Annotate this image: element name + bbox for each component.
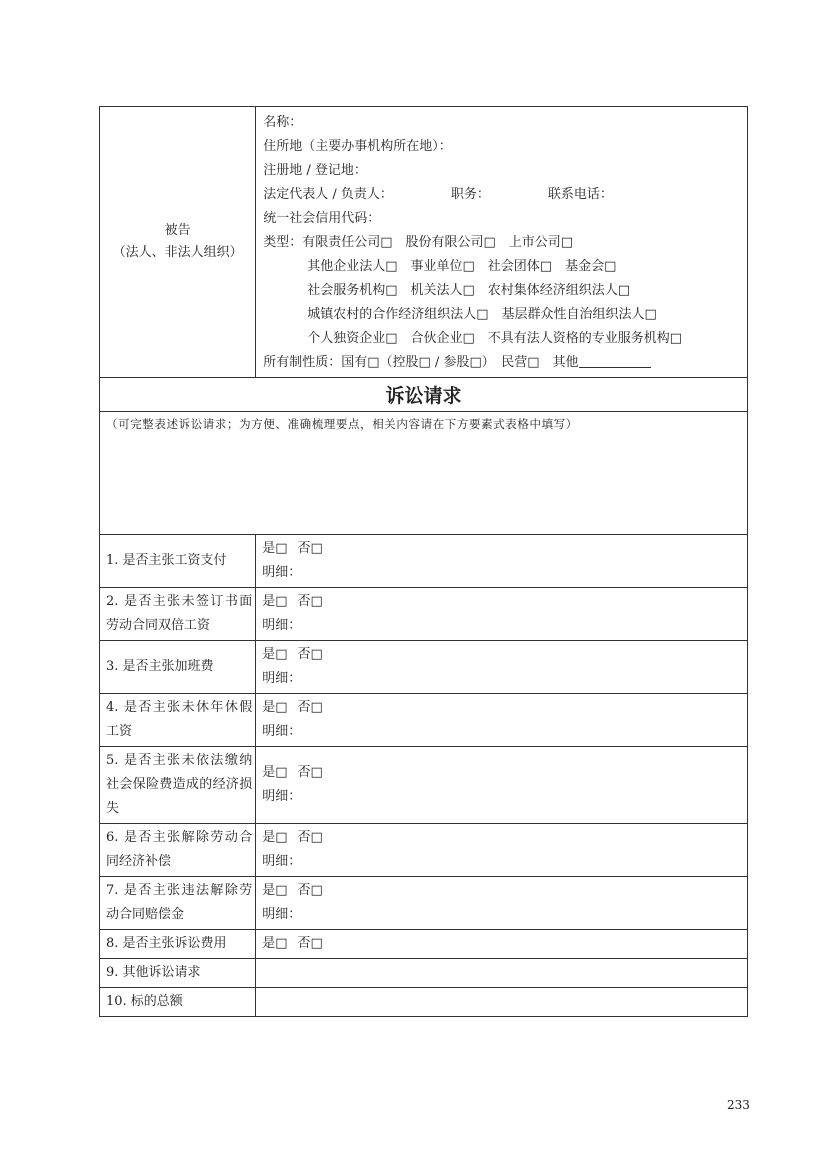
defendant-name-field[interactable]: 名称： [263, 115, 303, 130]
claim-3-yes-checkbox[interactable]: 是□ [262, 647, 288, 662]
claim-label-8: 8. 是否主张诉讼费用 [100, 930, 256, 959]
claim-row-5 [100, 747, 748, 824]
claim-value-8[interactable] [256, 930, 748, 959]
defendant-type-line-3[interactable]: 社会服务机构□ 机关法人□ 农村集体经济组织法人□ [307, 283, 631, 298]
claim-2-yes-checkbox[interactable]: 是□ [262, 594, 288, 609]
claim-5-yes-checkbox[interactable]: 是□ [262, 765, 288, 780]
defendant-registered-field[interactable]: 注册地 / 登记地： [263, 163, 367, 178]
claim-value-3[interactable] [256, 641, 748, 694]
claim-row-7 [100, 877, 748, 930]
claim-1-detail-field[interactable]: 明细： [262, 565, 302, 580]
defendant-phone-field[interactable]: 联系电话： [547, 187, 613, 202]
claim-value-7[interactable] [256, 877, 748, 930]
defendant-credit-code-field[interactable]: 统一社会信用代码： [263, 211, 381, 226]
defendant-label: 被告 [164, 223, 191, 238]
claim-value-4[interactable] [256, 694, 748, 747]
defendant-info-cell[interactable] [256, 107, 748, 378]
claim-value-2[interactable] [256, 588, 748, 641]
complaint-form-table [99, 106, 748, 1017]
claim-label-3: 3. 是否主张加班费 [100, 641, 256, 694]
claim-6-yes-checkbox[interactable]: 是□ [262, 830, 288, 845]
claim-value-9[interactable] [256, 959, 748, 988]
claim-label-7: 7. 是否主张违法解除劳动合同赔偿金 [100, 877, 256, 930]
defendant-row [100, 107, 748, 378]
claim-7-yes-checkbox[interactable]: 是□ [262, 883, 288, 898]
claim-row-1 [100, 535, 748, 588]
claim-row-4 [100, 694, 748, 747]
page-number: 233 [727, 1098, 750, 1112]
claim-3-no-checkbox[interactable]: 否□ [297, 647, 323, 662]
defendant-rep-line [263, 183, 747, 207]
claim-value-6[interactable] [256, 824, 748, 877]
defendant-position-field[interactable]: 职务： [450, 187, 490, 202]
claim-label-10: 10. 标的总额 [100, 988, 256, 1017]
defendant-type-line-2[interactable]: 其他企业法人□ 事业单位□ 社会团体□ 基金会□ [307, 259, 617, 274]
claim-8-no-checkbox[interactable]: 否□ [297, 936, 323, 951]
defendant-type-line-1[interactable]: 类型：有限责任公司□ 股份有限公司□ 上市公司□ [263, 235, 574, 250]
claim-7-no-checkbox[interactable]: 否□ [297, 883, 323, 898]
defendant-address-field[interactable]: 住所地（主要办事机构所在地）： [263, 139, 452, 154]
claim-1-yes-checkbox[interactable]: 是□ [262, 541, 288, 556]
claim-2-detail-field[interactable]: 明细： [262, 618, 302, 633]
claims-section-title: 诉讼请求 [100, 378, 748, 412]
claim-7-detail-field[interactable]: 明细： [262, 907, 302, 922]
claim-3-detail-field[interactable]: 明细： [262, 671, 302, 686]
claim-label-4: 4. 是否主张未休年休假工资 [100, 694, 256, 747]
claim-4-detail-field[interactable]: 明细： [262, 724, 302, 739]
claim-5-detail-field[interactable]: 明细： [262, 789, 302, 804]
claim-row-10 [100, 988, 748, 1017]
claim-value-5[interactable] [256, 747, 748, 824]
claim-label-5: 5. 是否主张未依法缴纳社会保险费造成的经济损失 [100, 747, 256, 824]
claim-5-no-checkbox[interactable]: 否□ [297, 765, 323, 780]
defendant-label-cell [100, 107, 256, 378]
defendant-label-sub: （法人、非法人组织） [112, 245, 243, 260]
claims-note-area[interactable] [100, 412, 748, 535]
claim-4-no-checkbox[interactable]: 否□ [297, 700, 323, 715]
claims-note-text: （可完整表述诉讼请求；为方便、准确梳理要点，相关内容请在下方要素式表格中填写） [106, 417, 578, 431]
claim-row-6 [100, 824, 748, 877]
claim-value-10[interactable] [256, 988, 748, 1017]
claim-value-1[interactable] [256, 535, 748, 588]
claim-4-yes-checkbox[interactable]: 是□ [262, 700, 288, 715]
claim-label-1: 1. 是否主张工资支付 [100, 535, 256, 588]
claims-note-row [100, 412, 748, 535]
claim-row-2 [100, 588, 748, 641]
claim-row-8 [100, 930, 748, 959]
defendant-ownership-field[interactable]: 所有制性质：国有□（控股□ / 参股□） 民营□ 其他 [263, 355, 579, 370]
claim-1-no-checkbox[interactable]: 否□ [297, 541, 323, 556]
defendant-ownership-line [263, 351, 747, 375]
claim-label-9: 9. 其他诉讼请求 [100, 959, 256, 988]
claim-8-yes-checkbox[interactable]: 是□ [262, 936, 288, 951]
claims-title-row [100, 378, 748, 412]
claim-6-detail-field[interactable]: 明细： [262, 854, 302, 869]
defendant-type-line-5[interactable]: 个人独资企业□ 合伙企业□ 不具有法人资格的专业服务机构□ [307, 331, 683, 346]
defendant-type-line-4[interactable]: 城镇农村的合作经济组织法人□ 基层群众性自治组织法人□ [307, 307, 657, 322]
claim-6-no-checkbox[interactable]: 否□ [297, 830, 323, 845]
claim-2-no-checkbox[interactable]: 否□ [297, 594, 323, 609]
claim-row-3 [100, 641, 748, 694]
claim-label-2: 2. 是否主张未签订书面劳动合同双倍工资 [100, 588, 256, 641]
claim-label-6: 6. 是否主张解除劳动合同经济补偿 [100, 824, 256, 877]
ownership-other-blank[interactable] [579, 353, 651, 368]
defendant-rep-field[interactable]: 法定代表人 / 负责人： [263, 187, 393, 202]
claim-row-9 [100, 959, 748, 988]
